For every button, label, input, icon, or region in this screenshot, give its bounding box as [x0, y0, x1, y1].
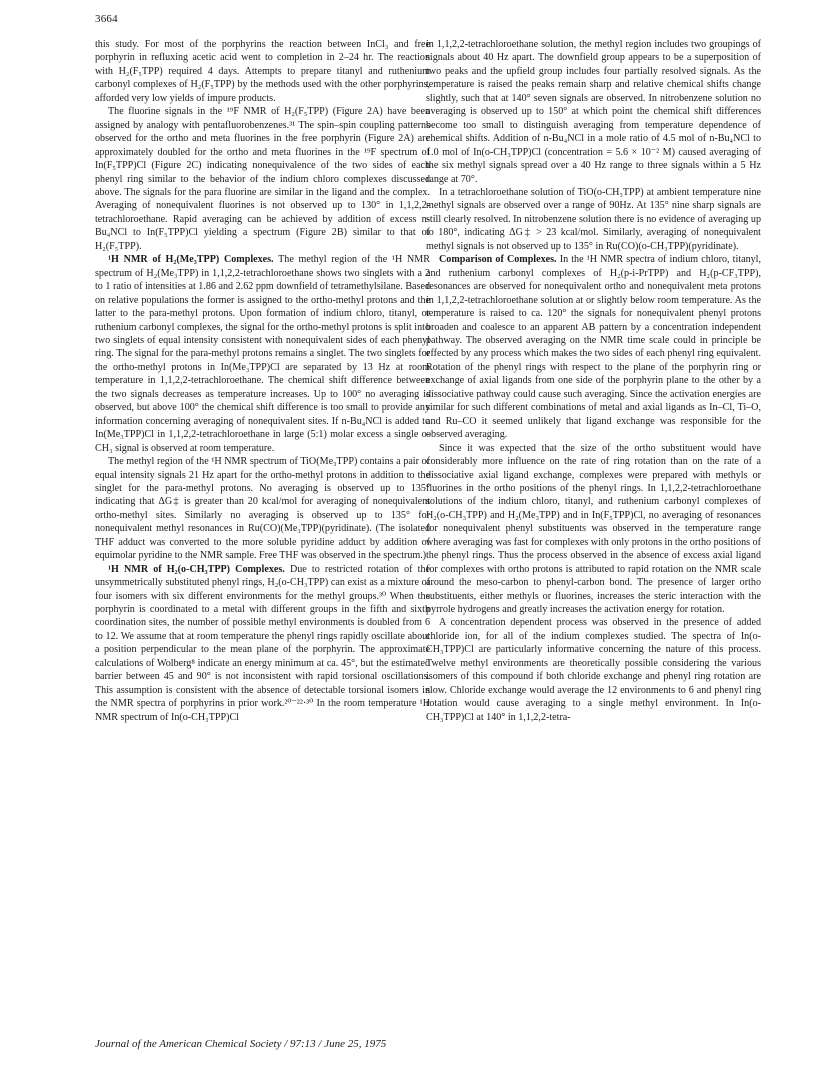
paragraph: [95, 563, 430, 724]
paragraph-text: A concentration dependent process was observed in the presence of added chloride ion, for all of the indium complexes studied. The spectra of In(o-CH₃TPP)Cl are particularly informative concerning the nature of this process. Twelve methyl environments are theoretically possible considering the various isomers of this compound if both chloride exchange and phenyl ring rotation are slow. Chloride exchange would average the 12 environments to 6 and phenyl ring rotation would cause averaging to a single methyl environment. In In(o-CH₃TPP)Cl at 140° in 1,1,2,2-tetra-: [426, 617, 761, 723]
paragraph-text: In the ¹H NMR spectra of indium chloro, titanyl, and ruthenium carbonyl complexes of H₂(p-i-PrTPP) and H₂(p-CF₃TPP), resonances are observed for nonequivalent ortho and nonequivalent meta protons in 1,1,2,2-tetrachloroethane solution at or slightly below room temperature. As the temperature is raised to ca. 120° the signals for nonequivalent phenyl protons broaden and coalesce to an apparent AB pattern by a concentration independent pathway. The observed averaging on the NMR time scale could in principle be effected by any process which makes the two sides of each phenyl ring equivalent. Rotation of the phenyl rings with respect to the plane of the porphyrin ring or exchange of axial ligands from one side of the porphyrin plane to the other by a dissociative pathway could cause such averaging. Since the activation energies are similar for such different combinations of metal and axial ligands as In–Cl, Ti–O, and Ru–CO it seemed unlikely that ligand exchange was responsible for the observed averaging.: [426, 254, 762, 441]
paragraph-text: this study. For most of the porphyrins the reaction between InCl₃ and free porphyrin in refluxing acetic acid went to completion in 2–24 hr. The reaction with H₂(F₅TPP) required 4 days. Attempts to prepare titanyl and ruthenium carbonyl complexes of H₂(F₅TPP) by the methods used with the other porphyrins, afforded very low yields of impure products.: [95, 39, 430, 104]
paragraph: [95, 38, 430, 105]
right-column: [426, 38, 761, 724]
paragraph-text: The fluorine signals in the ¹⁹F NMR of H₂(F₅TPP) (Figure 2A) have been assigned by analogy with pentafluorobenzenes.³¹ The spin–spin coupling patterns observed for the ortho and meta fluorines in the free porphyrin (Figure 2A) are approximately doubled for the ortho and meta fluorines in the ¹⁹F spectrum of In(F₅TPP)Cl (Figure 2C) indicating nonequivalence of the two sides of each phenyl ring similar to the behavior of the indium chloro complexes discussed above. The signals for the para fluorine are similar in the ligand and the complex. Averaging of nonequivalent fluorines is not observed up to 130° in 1,1,2,2-tetrachloroethane. Rapid averaging can be achieved by addition of excess n-Bu₄NCl to In(F₅TPP)Cl yielding a spectrum (Figure 2B) similar to that of H₂(F₅TPP).: [95, 106, 430, 252]
page-number: 3664: [95, 13, 118, 25]
paragraph: [426, 253, 761, 441]
left-column: [95, 38, 430, 724]
paragraph-text: In a tetrachloroethane solution of TiO(o-CH₃TPP) at ambient temperature nine methyl signals are observed over a range of 90Hz. At 135° nine sharp signals are still clearly resolved. In nitrobenzene solution there is no evidence of averaging up to 180°, indicating ΔG‡ > 23 kcal/mol. Similarly, averaging of nonequivalent methyl signals is not observed up to 135° in Ru(CO)(o-CH₃TPP)(pyridinate).: [426, 186, 761, 252]
section-heading: ¹H NMR of H₂(o-CH₃TPP) Complexes.: [108, 563, 285, 575]
journal-footer: Journal of the American Chemical Society / 97:13 / June 25, 1975: [95, 1038, 387, 1050]
paragraph-text: Since it was expected that the size of the ortho substituent would have considerably more influence on the rate of ring rotation than on the rate of a dissociative axial ligand exchange, complexes were prepared with methyls or fluorines in the ortho positions of the phenyl rings. In 1,1,2,2-tetrachloroethane solutions of the indium chloro, titanyl, and ruthenium carbonyl complexes of H₂(o-CH₃TPP) and H₂(Me₃TPP) and in In(F₅TPP)Cl, no averaging of resonances for nonequivalent phenyl substituents was observed in the temperature range where averaging was fast for complexes with only protons in the ortho positions of the phenyl rings. Thus the process observed in the absence of excess axial ligand for complexes with ortho protons is attributed to rapid rotation on the NMR scale around the meso-carbon to phenyl-carbon bond. The presence of larger ortho substituents, either methyls or fluorines, increases the steric interaction with the pyrrole hydrogens and greatly increases the activation energy for rotation.: [426, 442, 761, 616]
paragraph-text: in 1,1,2,2-tetrachloroethane solution, the methyl region includes two groupings of signals about 40 Hz apart. The downfield group appears to be a superposition of two peaks and the upfield group includes four partially resolved signals. As the temperature is raised the peaks remain sharp and relative chemical shifts change slightly, such that at 140° seven signals are observed. In nitrobenzene solution no averaging is observed up to 150° at which point the chemical shift differences become too small to distinguish averaging from temperature dependence of chemical shifts. Addition of n-Bu₄NCl in a mole ratio of 4.5 mol of n-Bu₄NCl to 1.0 mol of In(o-CH₃TPP)Cl (concentration = 5.6 × 10⁻² M) caused averaging of the six methyl signals spread over a 40 Hz range to three signals within a 5 Hz range at 70°.: [426, 39, 761, 185]
paragraph: [95, 105, 430, 253]
paragraph-text: The methyl region of the ¹H NMR spectrum of H₂(Me₃TPP) in 1,1,2,2-tetrachloroethane shows two singlets with a 2 to 1 ratio of intensities at 1.86 and 2.62 ppm downfield of tetramethylsilane. Based on relative populations the former is assigned to the ortho-methyl protons and the latter to the para-methyl protons. Upon formation of indium chloro, titanyl, or ruthenium carbonyl complexes, the signal for the ortho-methyl protons is split into two singlets of equal intensity consistent with nonequivalent sides of each phenyl ring. The signal for the para-methyl protons remains a singlet. The two singlets for the ortho-methyl protons in In(Me₃TPP)Cl are separated by 13 Hz at room temperature in 1,1,2,2-tetrachloroethane. The chemical shift difference between the two signals decreases as temperature increases. Up to 100° no averaging is observed, but above 100° the chemical shift difference is too small to provide any information concerning averaging of nonequivalent sites. If n-Bu₄NCl is added to In(Me₃TPP)Cl in 1,1,2,2-tetrachloroethane in large (5:1) molar excess a single o-CH₃ signal is observed at room temperature.: [95, 254, 431, 454]
paragraph-text: The methyl region of the ¹H NMR spectrum of TiO(Me₃TPP) contains a pair of equal intensity signals 21 Hz apart for the ortho-methyl protons in addition to the singlet for the para-methyl protons. No averaging is observed up to 135° indicating that ΔG‡ is greater than 20 kcal/mol for averaging of nonequivalent ortho-methyl sites. Similarly no averaging is observed up to 135° for nonequivalent methyl resonances in Ru(CO)(Me₃TPP)(pyridinate). (The isolated THF adduct was converted to the more soluble pyridine adduct by addition of equimolar pyridine to the NMR sample. Free THF was observed in the spectrum.): [95, 456, 430, 562]
section-heading: Comparison of Complexes.: [439, 254, 557, 266]
paragraph: [426, 186, 761, 253]
paragraph: [426, 38, 761, 186]
section-heading: ¹H NMR of H₂(Me₃TPP) Complexes.: [108, 254, 274, 266]
paragraph: [426, 616, 761, 724]
paragraph: [95, 253, 430, 455]
paragraph: [95, 455, 430, 563]
paragraph-text: Due to restricted rotation of the unsymmetrically substituted phenyl rings, H₂(o-CH₃TPP) can exist as a mixture of four isomers with six different environments for the methyl groups.³⁰ When the porphyrin is coordinated to a metal with different groups in the fifth and sixth coordination sites, the number of possible methyl environments is doubled from 6 to 12. We assume that at room temperature the phenyl rings rapidly oscillate about a position perpendicular to the mean plane of the porphyrin. The approximate calculations of Wolberg⁸ indicate an energy minimum at ca. 45°, but the estimated barrier between 45 and 90° is not inconsistent with rapid torsional oscillations. This assumption is consistent with the absence of detectable torsional isomers in the NMR spectra of porphyrins in prior work.²⁰⁻²²·³⁰ In the room temperature ¹H NMR spectrum of In(o-CH₃TPP)Cl: [95, 563, 430, 723]
paragraph: [426, 442, 761, 617]
